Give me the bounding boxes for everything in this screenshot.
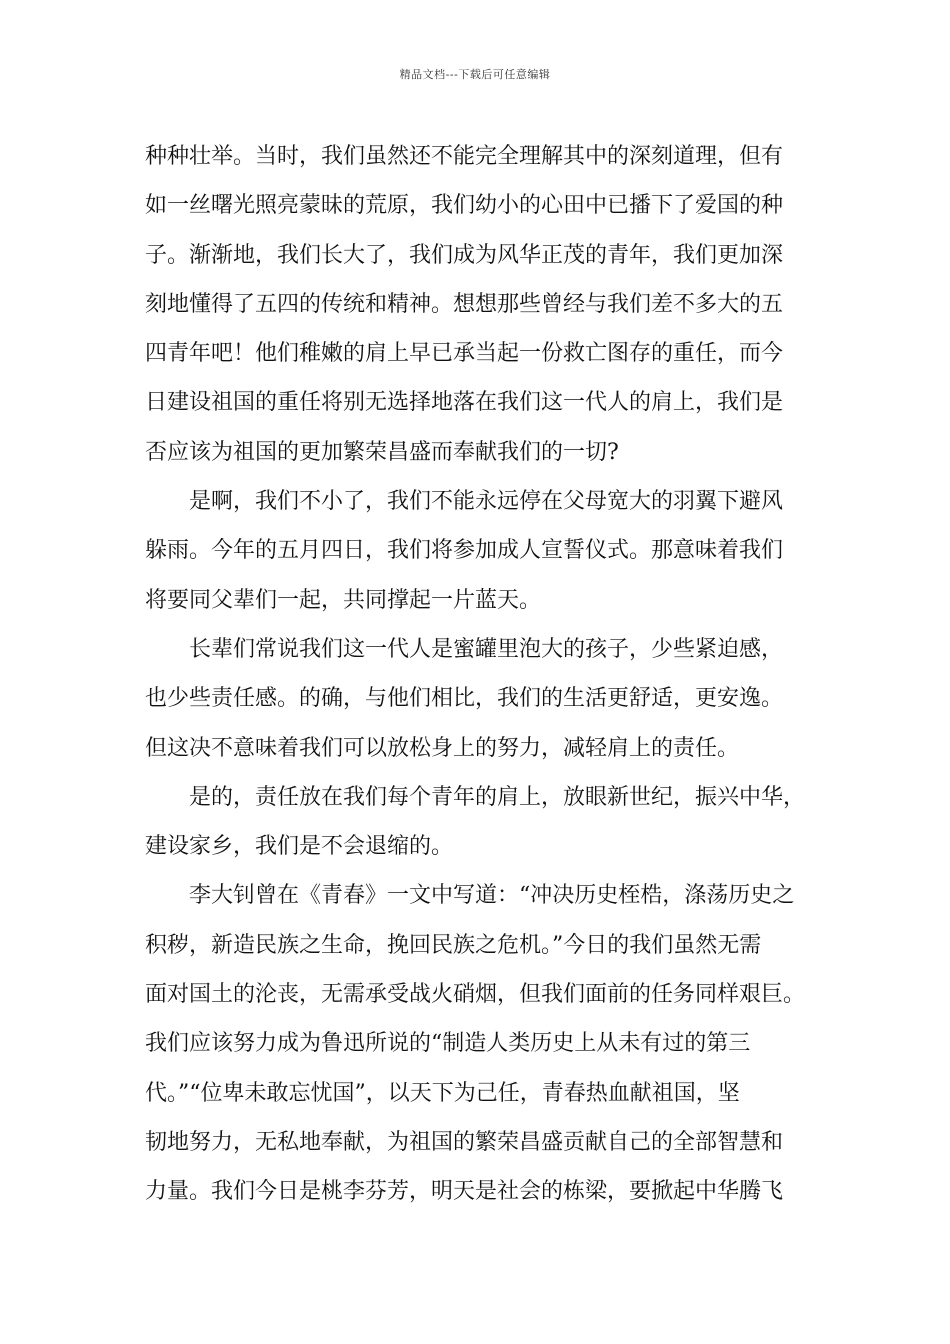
text-line: 种种壮举。当时，我们虽然还不能完全理解其中的深刻道理，但有 bbox=[145, 144, 784, 169]
text-line: 面对国土的沦丧，无需承受战火硝烟，但我们面前的任务同样艰巨。 bbox=[145, 982, 806, 1008]
text-line: 代。”“位卑未敢忘忧国”，以天下为己任，青春热血献祖国，坚 bbox=[145, 1080, 740, 1106]
text-line: 如一丝曙光照亮蒙昧的荒原，我们幼小的心田中已播下了爱国的种 bbox=[145, 193, 784, 219]
text-line: 日建设祖国的重任将别无选择地落在我们这一代人的肩上，我们是 bbox=[145, 390, 784, 416]
text-line: 也少些责任感。的确，与他们相比，我们的生活更舒适，更安逸。 bbox=[145, 686, 784, 712]
text-line: 是啊，我们不小了，我们不能永远停在父母宽大的羽翼下避风 bbox=[189, 489, 784, 515]
page-header: 精品文档---下载后可任意编辑 bbox=[399, 68, 551, 81]
text-line: 是的，责任放在我们每个青年的肩上，放眼新世纪，振兴中华， bbox=[189, 784, 806, 810]
text-line: 建设家乡，我们是不会退缩的。 bbox=[145, 834, 454, 860]
text-line: 韧地努力，无私地奉献，为祖国的繁荣昌盛贡献自己的全部智慧和 bbox=[145, 1129, 784, 1155]
text-line: 但这决不意味着我们可以放松身上的努力，减轻肩上的责任。 bbox=[145, 735, 740, 761]
text-line: 力量。我们今日是桃李芬芳，明天是社会的栋梁，要掀起中华腾飞 bbox=[145, 1179, 784, 1205]
text-line: 否应该为祖国的更加繁荣昌盛而奉献我们的一切? bbox=[145, 439, 619, 465]
text-line: 我们应该努力成为鲁迅所说的“制造人类历史上从未有过的第三 bbox=[145, 1031, 751, 1057]
text-line: 长辈们常说我们这一代人是蜜罐里泡大的孩子，少些紧迫感， bbox=[189, 636, 784, 662]
text-line: 李大钊曾在《青春》一文中写道：“冲决历史桎梏，涤荡历史之 bbox=[189, 883, 795, 909]
document-body bbox=[145, 132, 810, 1217]
text-line: 将要同父辈们一起，共同撑起一片蓝天。 bbox=[145, 587, 542, 613]
text-line: 刻地懂得了五四的传统和精神。想想那些曾经与我们差不多大的五 bbox=[145, 291, 784, 317]
text-line: 积秽，新造民族之生命，挽回民族之危机。”今日的我们虽然无需 bbox=[145, 932, 762, 958]
text-line: 躲雨。今年的五月四日，我们将参加成人宣誓仪式。那意味着我们 bbox=[145, 538, 784, 564]
text-line: 子。渐渐地，我们长大了，我们成为风华正茂的青年，我们更加深 bbox=[145, 242, 784, 268]
text-line: 四青年吧！他们稚嫩的肩上早已承当起一份救亡图存的重任，而今 bbox=[145, 341, 784, 367]
